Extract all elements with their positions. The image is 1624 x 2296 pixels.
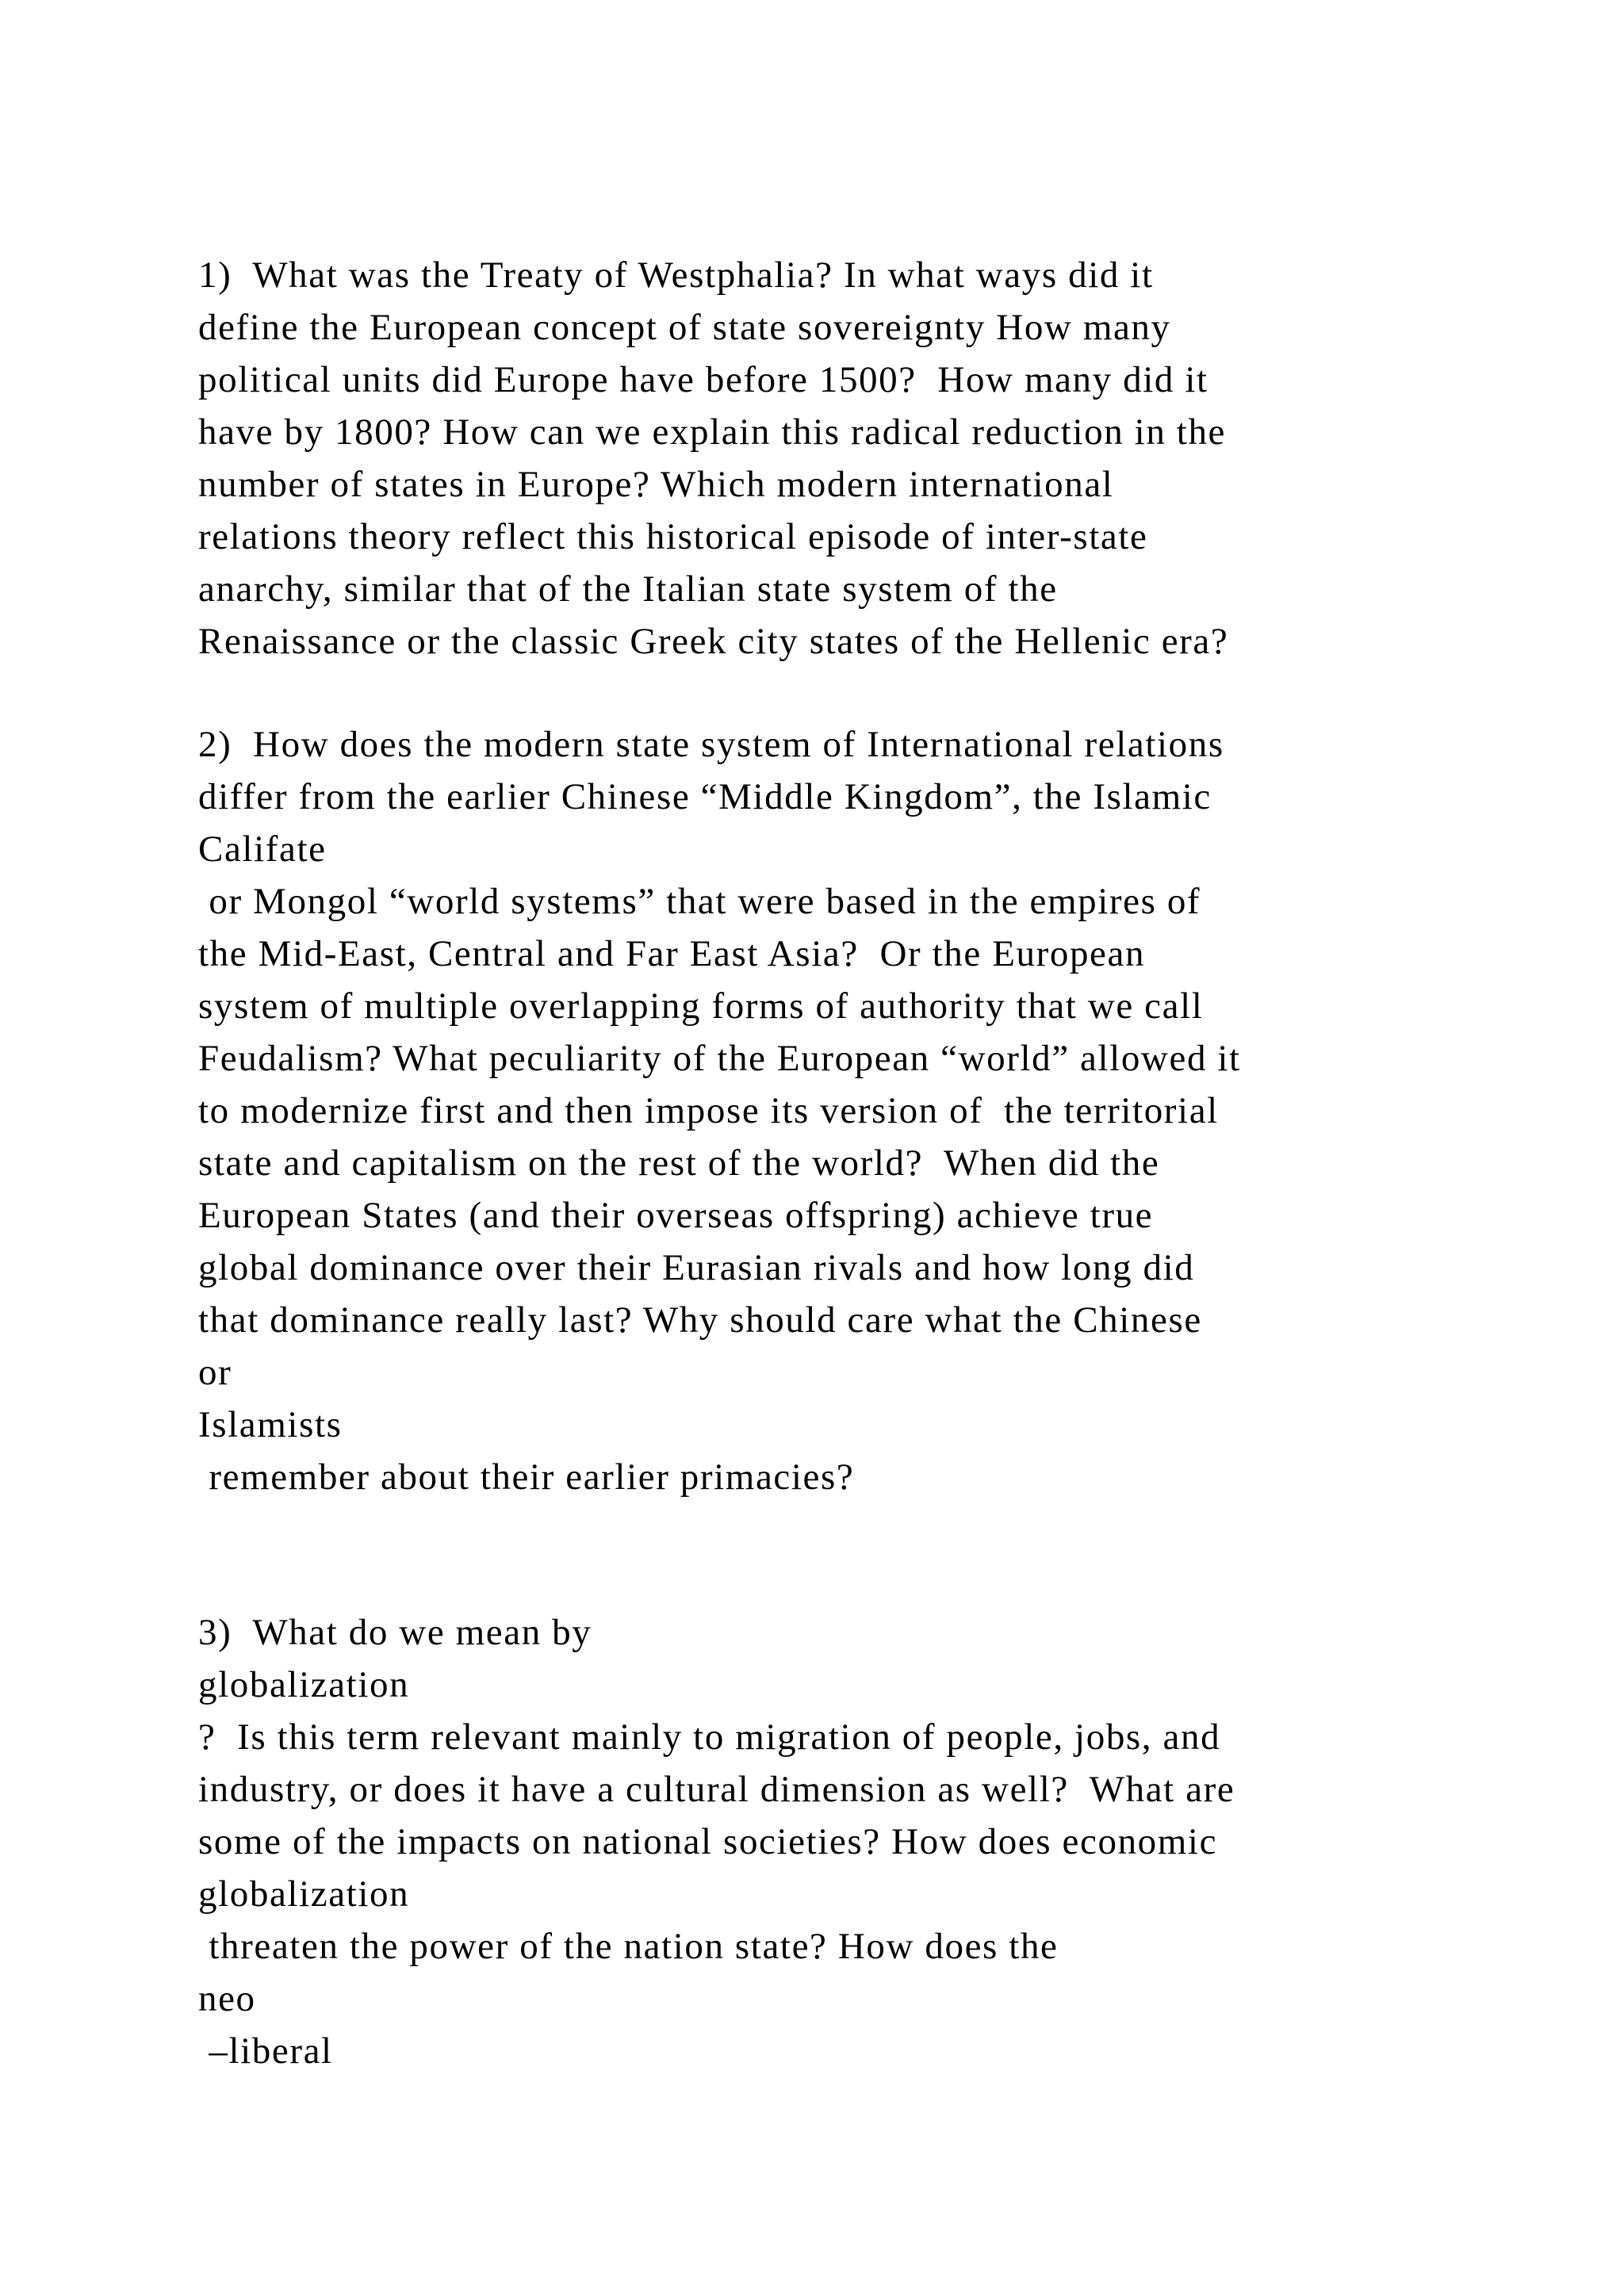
question-line: 3) What do we mean by	[198, 1612, 592, 1653]
question-line: or	[198, 1352, 232, 1393]
question-line: ? Is this term relevant mainly to migration of people, jobs, and	[198, 1716, 1221, 1758]
question-line: threaten the power of the nation state? How does the	[198, 1926, 1059, 1967]
question-1	[198, 249, 1530, 668]
question-line: differ from the earlier Chinese “Middle Kingdom”, the Islamic	[198, 776, 1212, 817]
question-line: relations theory reflect this historical episode of inter-state	[198, 516, 1148, 557]
question-line: global dominance over their Eurasian rivals and how long did	[198, 1247, 1195, 1288]
question-line: have by 1800? How can we explain this radical reduction in the	[198, 411, 1227, 453]
question-line: remember about their earlier primacies?	[198, 1456, 855, 1498]
question-line: to modernize first and then impose its version of the territorial	[198, 1090, 1219, 1131]
question-line: anarchy, similar that of the Italian state system of the	[198, 568, 1058, 610]
question-line: number of states in Europe? Which modern international	[198, 464, 1114, 505]
question-line: –liberal	[198, 2030, 333, 2072]
question-3	[198, 1606, 1530, 2077]
question-line: 1) What was the Treaty of Westphalia? In what ways did it	[198, 254, 1154, 296]
question-line: globalization	[198, 1664, 410, 1705]
question-line: industry, or does it have a cultural dimension as well? What are	[198, 1769, 1235, 1810]
question-line: Califate	[198, 828, 327, 870]
question-line: some of the impacts on national societies? How does economic	[198, 1821, 1218, 1862]
question-line: state and capitalism on the rest of the world? When did the	[198, 1142, 1160, 1184]
question-line: Feudalism? What peculiarity of the European “world” allowed it	[198, 1038, 1241, 1079]
question-line: that dominance really last? Why should care what the Chinese	[198, 1299, 1202, 1341]
question-2	[198, 718, 1530, 1503]
question-line: 2) How does the modern state system of International relations	[198, 724, 1224, 765]
question-line: globalization	[198, 1873, 410, 1915]
question-line: the Mid-East, Central and Far East Asia? Or the European	[198, 933, 1146, 974]
question-line: Islamists	[198, 1404, 343, 1445]
question-line: system of multiple overlapping forms of authority that we call	[198, 985, 1204, 1027]
question-line: neo	[198, 1978, 256, 2019]
question-line: political units did Europe have before 1500? How many did it	[198, 359, 1208, 400]
question-line: or Mongol “world systems” that were based in the empires of	[198, 881, 1201, 922]
question-line: define the European concept of state sovereignty How many	[198, 307, 1171, 348]
question-line: European States (and their overseas offspring) achieve true	[198, 1195, 1154, 1236]
question-line: Renaissance or the classic Greek city states of the Hellenic era?	[198, 621, 1229, 662]
